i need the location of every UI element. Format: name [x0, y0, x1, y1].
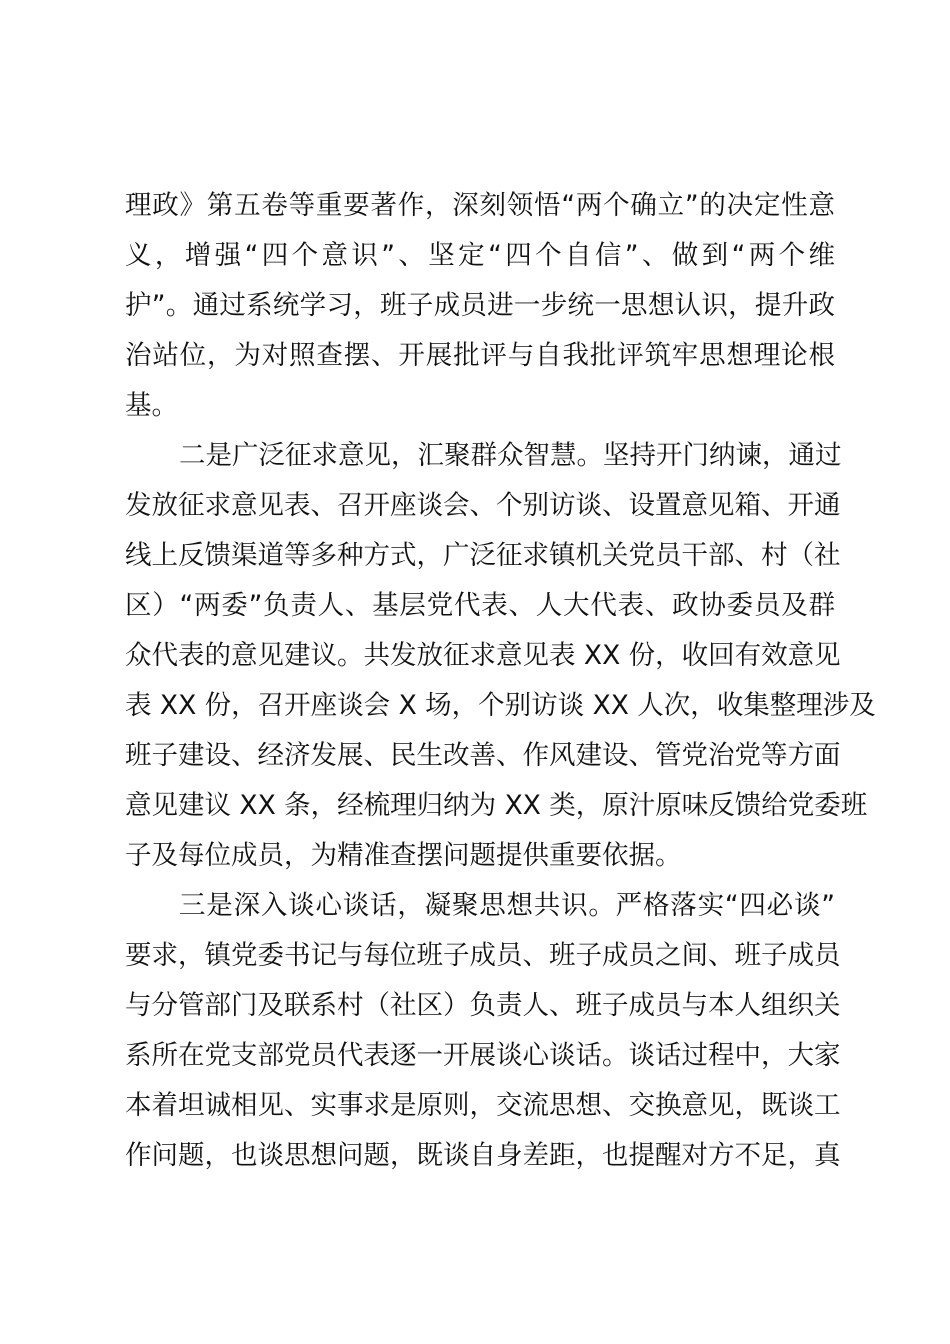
- text-line: 系所在党支部党员代表逐一开展谈心谈话。谈话过程中，大家: [125, 1040, 841, 1071]
- text-line: 意见建议 XX 条，经梳理归纳为 XX 类，原汁原味反馈给党委班: [125, 790, 868, 821]
- text-line: 区）“两委”负责人、基层党代表、人大代表、政协委员及群: [125, 590, 835, 621]
- text-line: 表 XX 份，召开座谈会 X 场，个别访谈 XX 人次，收集整理涉及: [125, 690, 876, 721]
- text-line: 义，增强“四个意识”、坚定“四个自信”、做到“两个维: [125, 240, 835, 271]
- text-line: 作问题，也谈思想问题，既谈自身差距，也提醒对方不足，真: [125, 1140, 841, 1171]
- text-line: 众代表的意见建议。共发放征求意见表 XX 份，收回有效意见: [125, 640, 841, 671]
- text-line: 要求，镇党委书记与每位班子成员、班子成员之间、班子成员: [125, 940, 841, 971]
- text-line: 基。: [125, 390, 178, 421]
- text-line: 发放征求意见表、召开座谈会、个别访谈、设置意见箱、开通: [125, 490, 841, 521]
- text-line: 班子建设、经济发展、民生改善、作风建设、管党治党等方面: [125, 740, 841, 771]
- text-line: 线上反馈渠道等多种方式，广泛征求镇机关党员干部、村（社: [125, 540, 841, 571]
- text-line: 本着坦诚相见、实事求是原则，交流思想、交换意见，既谈工: [125, 1090, 841, 1121]
- text-line: 与分管部门及联系村（社区）负责人、班子成员与本人组织关: [125, 990, 841, 1021]
- text-line: 理政》第五卷等重要著作，深刻领悟“两个确立”的决定性意: [125, 190, 835, 221]
- text-line: 子及每位成员，为精准查摆问题提供重要依据。: [125, 840, 682, 871]
- text-line: 二是广泛征求意见，汇聚群众智慧。坚持开门纳谏，通过: [179, 440, 842, 471]
- text-line: 护”。通过系统学习，班子成员进一步统一思想认识，提升政: [125, 290, 835, 321]
- text-line: 三是深入谈心谈话，凝聚思想共识。严格落实“四必谈”: [179, 890, 835, 921]
- text-line: 治站位，为对照查摆、开展批评与自我批评筑牢思想理论根: [125, 340, 835, 371]
